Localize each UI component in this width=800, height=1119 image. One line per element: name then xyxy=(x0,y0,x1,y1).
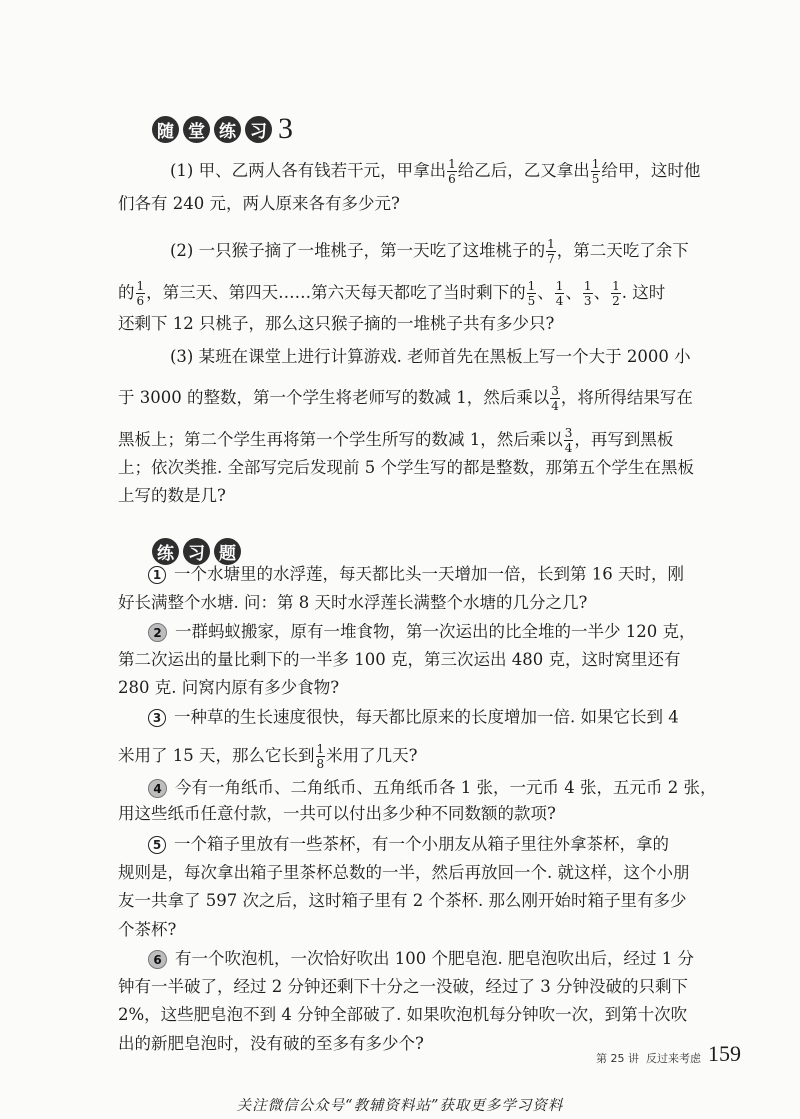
fraction xyxy=(546,238,556,265)
fraction xyxy=(583,280,593,307)
text-line xyxy=(118,1007,687,1024)
text-segment: 友一共拿了 597 次之后，这时箱子里有 2 个茶杯. 那么刚开始时箱子里有多少 xyxy=(118,891,687,910)
fraction xyxy=(550,385,560,412)
text-segment: 好长满整个水塘. 问：第 8 天时水浮莲长满整个水塘的几分之几? xyxy=(118,593,588,612)
fraction xyxy=(316,743,326,770)
section-title-exercises xyxy=(152,538,245,565)
fraction-numerator: 3 xyxy=(564,426,573,440)
text-line xyxy=(148,950,694,969)
text-line xyxy=(118,595,587,612)
fraction-denominator: 4 xyxy=(564,441,573,455)
text-segment: 2%，这些肥皂泡不到 4 分钟全部破了. 如果吹泡机每分钟吹一次，到第十次吹 xyxy=(118,1005,688,1024)
text-segment: 上；依次类推. 全部写完后发现前 5 个学生写的都是整数，那第五个学生在黑板 xyxy=(118,458,694,477)
text-segment: 用这些纸币任意付款，一共可以付出多少种不同数额的款项? xyxy=(118,804,556,823)
text-segment: 、 xyxy=(565,283,582,302)
fraction xyxy=(611,280,621,307)
text-segment: 、 xyxy=(537,283,554,302)
chapter-number: 第 25 讲 xyxy=(596,1052,639,1065)
text-line xyxy=(118,385,693,412)
text-line xyxy=(118,680,339,697)
text-segment: 今有一角纸币、二角纸币、五角纸币各 1 张，一元币 4 张，五元币 2 张， xyxy=(175,778,717,797)
text-line xyxy=(118,865,690,882)
text-line xyxy=(148,709,679,727)
text-line xyxy=(148,623,695,642)
text-segment: . 这时 xyxy=(621,283,666,302)
text-line xyxy=(118,922,176,939)
section-title-practice-3 xyxy=(152,114,293,144)
text-line xyxy=(148,779,716,798)
fraction-numerator: 1 xyxy=(136,279,145,293)
text-segment: 有一个吹泡机，一次恰好吹出 100 个肥皂泡. 肥皂泡吹出后，经过 1 分 xyxy=(175,949,694,968)
fraction-denominator: 6 xyxy=(448,172,456,186)
text-segment: 钟有一半破了，经过 2 分钟还剩下十分之一没破，经过了 3 分钟没破的只剩下 xyxy=(118,977,688,996)
fraction-denominator: 4 xyxy=(551,399,559,413)
title-badge: 习 xyxy=(245,116,272,143)
text-segment: 米用了几天? xyxy=(326,746,418,765)
fraction-numerator: 3 xyxy=(551,384,559,398)
text-line xyxy=(170,349,691,366)
fraction-denominator: 3 xyxy=(583,294,592,308)
text-segment: 第二次运出的量比剩下的一半多 100 克，第三次运出 480 克，这时窝里还有 xyxy=(118,650,681,669)
text-segment: 一种草的生长速度很快，每天都比原来的长度增加一倍. 如果它长到 4 xyxy=(174,707,679,727)
fraction-denominator: 5 xyxy=(527,294,536,308)
fraction xyxy=(564,427,574,454)
fraction-numerator: 1 xyxy=(591,157,600,171)
text-line xyxy=(118,316,554,333)
title-badge: 练 xyxy=(152,538,179,565)
title-badge: 随 xyxy=(152,116,179,143)
text-segment: 于 3000 的整数，第一个学生将老师写的数减 1，然后乘以 xyxy=(118,388,550,407)
fraction-numerator: 1 xyxy=(555,279,564,293)
title-badge: 练 xyxy=(214,116,241,143)
fraction-denominator: 8 xyxy=(316,757,325,771)
text-segment: (1) 甲、乙两人各有钱若干元，甲拿出 xyxy=(170,161,447,180)
running-footer xyxy=(596,1050,701,1066)
page-number: 159 xyxy=(708,1041,741,1066)
text-segment: 给甲，这时他 xyxy=(601,161,701,180)
fraction-numerator: 1 xyxy=(527,279,536,293)
text-segment: 280 克. 问窝内原有多少食物? xyxy=(118,678,340,697)
problem-number-2: 2 xyxy=(148,623,167,642)
text-segment: 给乙后，乙又拿出 xyxy=(457,161,590,180)
text-line xyxy=(118,196,400,213)
text-segment: ，第二天吃了余下 xyxy=(556,241,689,260)
text-line xyxy=(170,158,700,185)
fraction-numerator: 1 xyxy=(547,237,555,251)
fraction-denominator: 4 xyxy=(555,294,564,308)
text-line xyxy=(118,743,418,770)
text-line xyxy=(118,979,688,996)
text-line xyxy=(118,427,673,454)
text-segment: 一个箱子里放有一些茶杯，有一个小朋友从箱子里往外拿茶杯，拿的 xyxy=(174,834,669,854)
problem-number-1: 1 xyxy=(148,566,166,584)
fraction-numerator: 1 xyxy=(612,279,620,293)
text-line xyxy=(118,1036,424,1053)
text-segment: 出的新肥皂泡时，没有破的至多有多少个? xyxy=(118,1034,424,1053)
fraction xyxy=(447,158,457,185)
fraction xyxy=(527,280,537,307)
fraction-numerator: 1 xyxy=(448,157,456,171)
text-segment: 的 xyxy=(118,283,135,302)
text-segment: 们各有 240 元，两人原来各有多少元? xyxy=(118,194,400,213)
text-segment: 黑板上；第二个学生再将第一个学生所写的数减 1，然后乘以 xyxy=(118,430,563,449)
text-line xyxy=(118,806,556,823)
problem-number-5: 5 xyxy=(148,836,166,854)
text-segment: 规则是，每次拿出箱子里茶杯总数的一半，然后再放回一个. 就这样，这个小朋 xyxy=(118,863,690,882)
text-segment: (3) 某班在课堂上进行计算游戏. 老师首先在黑板上写一个大于 2000 小 xyxy=(170,347,691,366)
fraction xyxy=(136,280,146,307)
text-line xyxy=(118,280,665,307)
text-line xyxy=(118,652,680,669)
fraction-denominator: 7 xyxy=(547,252,555,266)
title-badge: 题 xyxy=(214,538,241,565)
text-segment: ，将所得结果写在 xyxy=(560,388,693,407)
text-segment: 个茶杯? xyxy=(118,920,177,939)
text-line xyxy=(148,836,669,854)
fraction-denominator: 5 xyxy=(591,172,600,186)
problem-number-6: 6 xyxy=(148,950,167,969)
text-segment: 还剩下 12 只桃子，那么这只猴子摘的一堆桃子共有多少只? xyxy=(118,314,555,333)
title-badge: 习 xyxy=(183,538,210,565)
title-number: 3 xyxy=(278,112,293,145)
problem-number-3: 3 xyxy=(148,709,166,727)
fraction-denominator: 6 xyxy=(136,294,145,308)
text-segment: (2) 一只猴子摘了一堆桃子，第一天吃了这堆桃子的 xyxy=(170,241,546,260)
fraction xyxy=(591,158,601,185)
text-line xyxy=(148,566,684,584)
watermark-text: 关注微信公众号“教辅资料站”获取更多学习资料 xyxy=(236,1098,564,1114)
text-line xyxy=(118,488,226,505)
text-segment: 、 xyxy=(593,283,611,302)
fraction xyxy=(555,280,565,307)
text-segment: 米用了 15 天，那么它长到 xyxy=(118,746,315,765)
text-segment: ，第三天、第四天……第六天每天都吃了当时剩下的 xyxy=(146,283,526,302)
fraction-denominator: 2 xyxy=(612,294,620,308)
text-segment: ，再写到黑板 xyxy=(574,430,674,449)
title-badge: 堂 xyxy=(183,116,210,143)
text-segment: 一个水塘里的水浮莲，每天都比头一天增加一倍，长到第 16 天时，刚 xyxy=(174,564,684,584)
problem-number-4: 4 xyxy=(148,779,167,798)
text-segment: 一群蚂蚁搬家，原有一堆食物，第一次运出的比全堆的一半少 120 克， xyxy=(175,622,696,641)
text-line xyxy=(170,238,689,265)
fraction-numerator: 1 xyxy=(583,279,592,293)
chapter-title: 反过来考虑 xyxy=(646,1052,701,1065)
text-segment: 上写的数是几? xyxy=(118,486,226,505)
text-line xyxy=(118,460,694,477)
text-line xyxy=(118,893,686,910)
fraction-numerator: 1 xyxy=(316,742,325,756)
